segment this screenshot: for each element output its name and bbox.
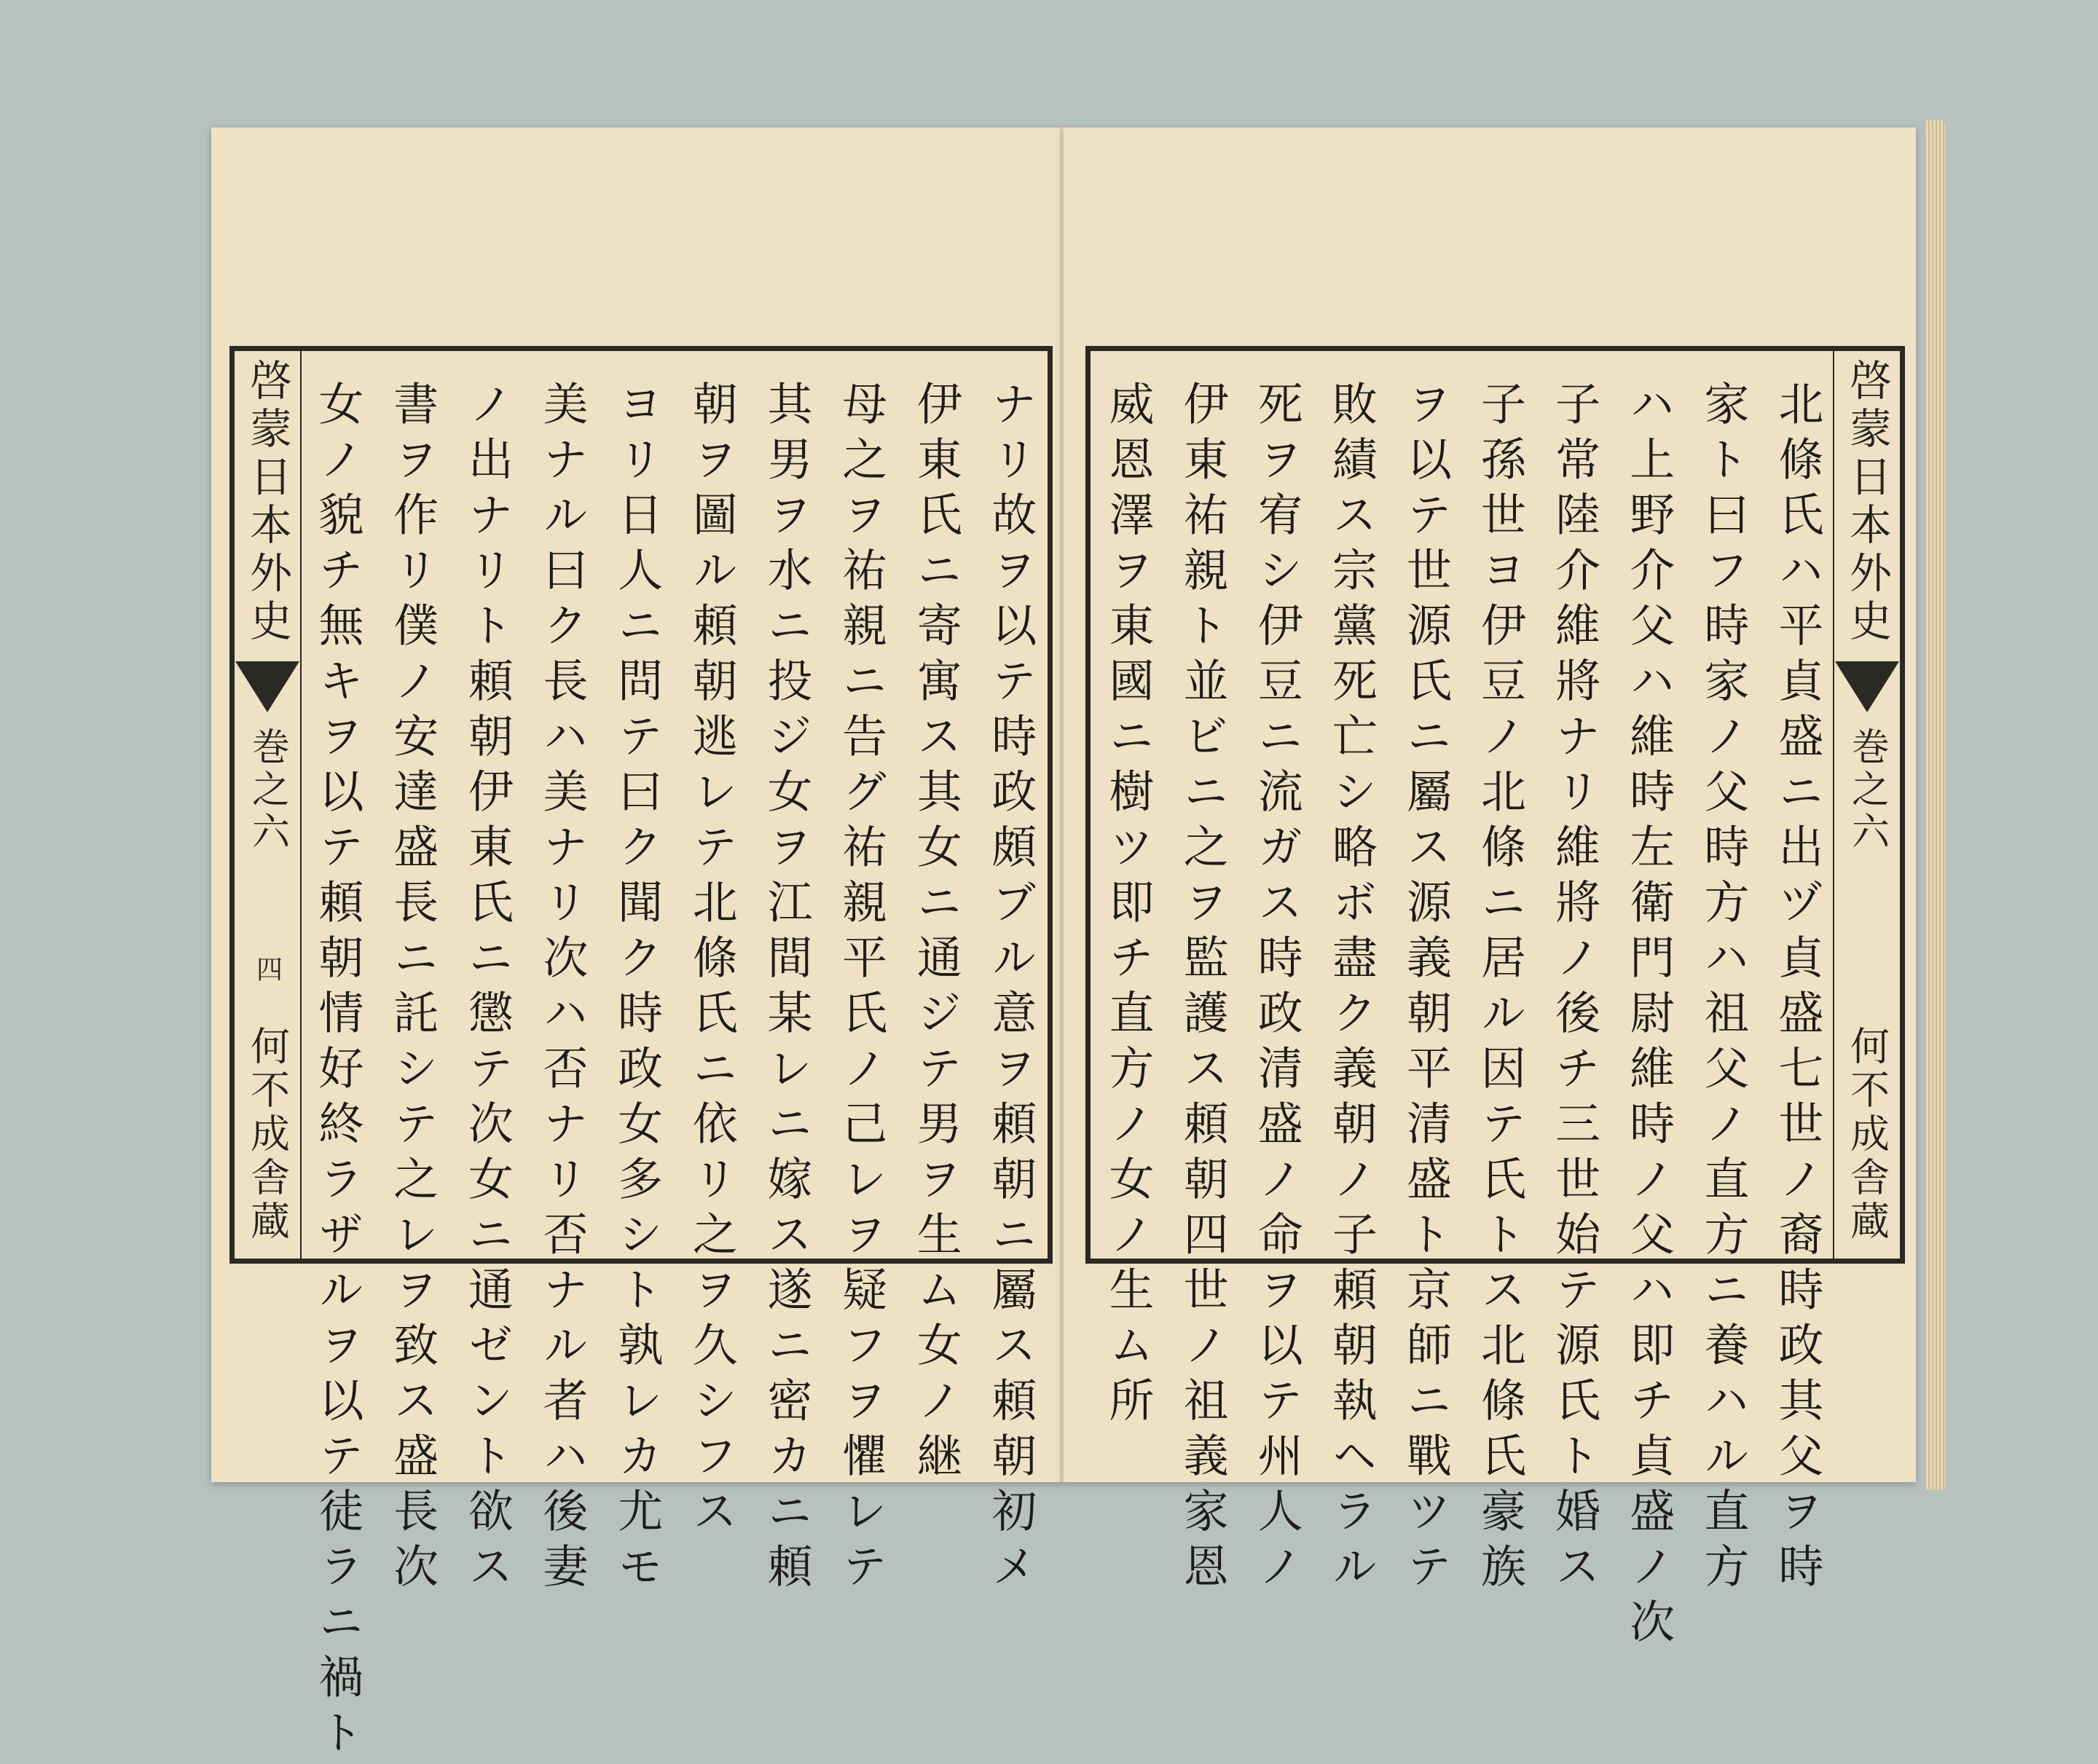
text-column: 伊東祐親ト並ビニ之ヲ監護ス頼朝四世ノ祖義家恩 [1176, 380, 1230, 1598]
text-column: ノ出ナリト頼朝伊東氏ニ懲テ次女ニ通ゼント欲ス [460, 380, 514, 1598]
left-page [211, 127, 1064, 1764]
right-volume-label: 巻之六 [1844, 727, 1889, 854]
text-column: 敗績ス宗黨死亡シ略ボ盡ク義朝ノ子頼朝執ヘラル [1324, 380, 1378, 1598]
page-number: 四 [252, 956, 283, 982]
open-book [197, 120, 1930, 1764]
right-margin-strip [1834, 351, 1900, 1259]
right-text-columns [1101, 380, 1824, 1653]
text-column: 母之ヲ祐親ニ告グ祐親平氏ノ己レヲ疑フヲ懼レテ [834, 380, 888, 1598]
text-column: ハ上野介父ハ維時左衛門尉維時ノ父ハ即チ貞盛ノ次 [1622, 380, 1675, 1653]
text-column: ナリ故ヲ以テ時政頗ブル意ヲ頼朝ニ屬ス頼朝初メ [983, 380, 1037, 1598]
text-column: 威恩澤ヲ東國ニ樹ツ即チ直方ノ女ノ生ム所 [1101, 380, 1155, 1432]
text-column: ヨリ日人ニ問テ曰ク聞ク時政女多シト孰レカ尤モ [610, 380, 664, 1598]
left-margin-title: 啓蒙日本外史 [243, 358, 292, 647]
text-column: 書ヲ作リ僕ノ安達盛長ニ託シテ之レヲ致ス盛長次 [385, 380, 439, 1598]
text-column: 家ト曰フ時家ノ父時方ハ祖父ノ直方ニ養ハル直方 [1696, 380, 1750, 1598]
text-column: 朝ヲ圖ル頼朝逃レテ北條氏ニ依リ之ヲ久シフス [685, 380, 739, 1543]
right-page [1064, 127, 1916, 1653]
text-column: 其男ヲ水ニ投ジ女ヲ江間某レニ嫁ス遂ニ密カニ頼 [759, 380, 813, 1598]
text-column: 北條氏ハ平貞盛ニ出ヅ貞盛七世ノ裔時政其父ヲ時 [1770, 380, 1824, 1598]
fish-tail-mark [235, 661, 299, 712]
text-column: ヲ以テ世源氏ニ屬ス源義朝平清盛ト京師ニ戰ツテ [1399, 380, 1453, 1598]
left-text-frame [229, 346, 1053, 1764]
text-column: 女ノ貌チ無キヲ以テ頼朝情好終ラザルヲ以テ徒ラニ禍ト [311, 380, 364, 1764]
fish-tail-mark [1835, 661, 1899, 712]
right-text-frame [1085, 346, 1905, 1653]
text-column: 子常陸介維將ナリ維將ノ後チ三世始テ源氏ト婚ス [1547, 380, 1601, 1598]
right-publisher-mark: 何不成舎蔵 [1844, 1025, 1890, 1244]
left-publisher-mark: 何不成舎蔵 [244, 1025, 291, 1244]
right-margin-title: 啓蒙日本外史 [1842, 358, 1892, 647]
text-column: 伊東氏ニ寄寓ス其女ニ通ジテ男ヲ生ム女ノ継 [909, 380, 963, 1487]
text-column: 美ナル曰ク長ハ美ナリ次ハ否ナリ否ナル者ハ後妻 [535, 380, 589, 1598]
left-text-columns [311, 380, 1037, 1764]
left-margin-strip [235, 351, 300, 1259]
page-edges [1926, 120, 1945, 1489]
text-column: 死ヲ宥シ伊豆ニ流ガス時政清盛ノ命ヲ以テ州人ノ [1250, 380, 1304, 1598]
left-volume-label: 巻之六 [245, 727, 289, 854]
text-column: 子孫世ヨ伊豆ノ北條ニ居ル因テ氏トス北條氏豪族 [1473, 380, 1527, 1598]
left-margin-rule [300, 351, 302, 1259]
